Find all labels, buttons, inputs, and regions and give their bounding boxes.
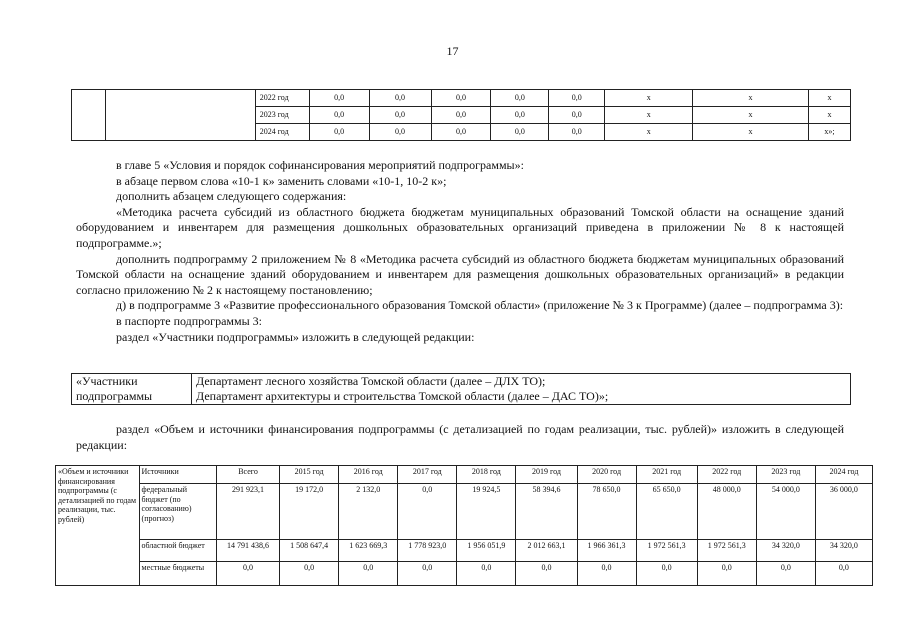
table-header-row xyxy=(56,466,873,484)
header-cell: 2017 год xyxy=(398,466,457,484)
participants-label-line: подпрограммы xyxy=(76,389,153,403)
paragraph: раздел «Участники подпрограммы» изложить в следующей редакции: xyxy=(116,329,475,344)
value-cell: 1 508 647,4 xyxy=(280,540,339,562)
paragraph: дополнить абзацем следующего содержания: xyxy=(116,189,347,204)
financing-row-label: «Объем и источники финансирования подпрограммы (с детализацией по годам реализации, тыс. рублей) xyxy=(56,466,140,586)
value-cell: 1 972 561,3 xyxy=(697,540,756,562)
value-cell: 48 000,0 xyxy=(697,484,756,540)
paragraph: д) в подпрограмме 3 «Развитие профессионального образования Томской области» (приложение № 3 к Программе) (далее – подпрограмма 3): xyxy=(116,298,844,313)
table-row xyxy=(56,484,873,540)
value-cell: 0,0 xyxy=(457,562,516,586)
value-cell: 1 778 923,0 xyxy=(398,540,457,562)
page-number: 17 xyxy=(446,44,459,58)
participants-table xyxy=(71,373,851,405)
value-cell: х xyxy=(605,90,693,107)
table-row xyxy=(56,562,873,586)
value-cell: 36 000,0 xyxy=(815,484,872,540)
value-cell: 0,0 xyxy=(431,124,491,141)
header-cell: 2015 год xyxy=(280,466,339,484)
financing-table xyxy=(55,465,873,586)
value-cell: 78 650,0 xyxy=(577,484,636,540)
header-cell: 2023 год xyxy=(756,466,815,484)
value-cell: х xyxy=(605,124,693,141)
value-cell: 0,0 xyxy=(636,562,697,586)
header-cell: 2024 год xyxy=(815,466,872,484)
header-cell: 2016 год xyxy=(339,466,398,484)
value-cell: 0,0 xyxy=(309,107,369,124)
paragraph: дополнить подпрограмму 2 приложением № 8 «Методика расчета субсидий из областного бюджета бюджетам муниципальных образований Томской области на оснащение зданий оборудованием и инвентарем для размещения дошкольных образовательных организаций» в редакции согласно приложению № 2 к настоящему постановлению; xyxy=(76,251,844,297)
paragraph: в главе 5 «Условия и порядок софинансирования мероприятий подпрограммы»: xyxy=(116,158,524,172)
value-cell: 0,0 xyxy=(577,562,636,586)
paragraph: «Методика расчета субсидий из областного бюджета бюджетам муниципальных образований Томской области на оснащение зданий оборудованием и инвентарем для размещения дошкольных образовательных организаций приведена в приложении № 8 к настоящей подпрограмме.»; xyxy=(76,204,844,250)
value-cell: 0,0 xyxy=(309,124,369,141)
value-cell: 0,0 xyxy=(431,90,491,107)
participant-entry: Департамент архитектуры и строительства Томской области (далее – ДАС ТО)»; xyxy=(196,389,609,403)
value-cell: х xyxy=(808,90,850,107)
value-cell: 1 956 051,9 xyxy=(457,540,516,562)
participants-value-cell xyxy=(192,374,851,405)
table-row xyxy=(72,374,851,405)
value-cell: 2 132,0 xyxy=(339,484,398,540)
table-row xyxy=(72,90,851,107)
header-cell: 2021 год xyxy=(636,466,697,484)
header-cell: 2020 год xyxy=(577,466,636,484)
year-cell: 2024 год xyxy=(255,124,309,141)
value-cell: 1 972 561,3 xyxy=(636,540,697,562)
value-cell: 1 623 669,3 xyxy=(339,540,398,562)
value-cell: 0,0 xyxy=(491,90,549,107)
value-cell: 54 000,0 xyxy=(756,484,815,540)
source-cell: федеральный бюджет (по согласованию) (прогноз) xyxy=(139,484,216,540)
value-cell: 0,0 xyxy=(280,562,339,586)
empty-cell xyxy=(72,90,106,141)
source-cell: местные бюджеты xyxy=(139,562,216,586)
header-cell: 2019 год xyxy=(516,466,577,484)
value-cell: 14 791 438,6 xyxy=(216,540,279,562)
participants-label-line: «Участники xyxy=(76,374,138,388)
value-cell: 0,0 xyxy=(339,562,398,586)
participants-label-cell xyxy=(72,374,192,405)
value-cell: 0,0 xyxy=(756,562,815,586)
header-cell: 2022 год xyxy=(697,466,756,484)
value-cell: 0,0 xyxy=(549,90,605,107)
value-cell: 0,0 xyxy=(309,90,369,107)
value-cell: 19 924,5 xyxy=(457,484,516,540)
empty-cell xyxy=(105,90,255,141)
value-cell: 19 172,0 xyxy=(280,484,339,540)
header-cell: 2018 год xyxy=(457,466,516,484)
year-cell: 2023 год xyxy=(255,107,309,124)
value-cell: х xyxy=(808,107,850,124)
value-cell: 2 012 663,1 xyxy=(516,540,577,562)
value-cell: 0,0 xyxy=(398,484,457,540)
value-cell: 291 923,1 xyxy=(216,484,279,540)
value-cell: 0,0 xyxy=(369,107,431,124)
paragraph: в паспорте подпрограммы 3: xyxy=(116,313,263,328)
value-cell: 34 320,0 xyxy=(756,540,815,562)
paragraph: раздел «Объем и источники финансирования подпрограммы (с детализацией по годам реализации, тыс. рублей)» изложить в следующей редакции: xyxy=(76,422,844,452)
value-cell: 0,0 xyxy=(549,107,605,124)
source-cell: областной бюджет xyxy=(139,540,216,562)
value-cell: х xyxy=(693,124,809,141)
body-text-block xyxy=(76,422,844,453)
table-row xyxy=(56,540,873,562)
value-cell: 0,0 xyxy=(516,562,577,586)
value-cell: 0,0 xyxy=(697,562,756,586)
value-cell: 1 966 361,3 xyxy=(577,540,636,562)
body-text-block xyxy=(76,158,844,345)
value-cell: х xyxy=(693,107,809,124)
value-cell: х xyxy=(693,90,809,107)
value-cell: 58 394,6 xyxy=(516,484,577,540)
value-cell: 0,0 xyxy=(216,562,279,586)
value-cell: 0,0 xyxy=(398,562,457,586)
value-cell: 0,0 xyxy=(491,124,549,141)
value-cell: х xyxy=(605,107,693,124)
value-cell: 0,0 xyxy=(431,107,491,124)
value-cell: 0,0 xyxy=(815,562,872,586)
participant-entry: Департамент лесного хозяйства Томской области (далее – ДЛХ ТО); xyxy=(196,374,546,388)
header-cell: Источники xyxy=(139,466,216,484)
value-cell: х»; xyxy=(808,124,850,141)
year-cell: 2022 год xyxy=(255,90,309,107)
value-cell: 0,0 xyxy=(549,124,605,141)
budget-continuation-table xyxy=(71,89,851,141)
value-cell: 34 320,0 xyxy=(815,540,872,562)
value-cell: 0,0 xyxy=(369,90,431,107)
header-cell: Всего xyxy=(216,466,279,484)
value-cell: 65 650,0 xyxy=(636,484,697,540)
value-cell: 0,0 xyxy=(491,107,549,124)
value-cell: 0,0 xyxy=(369,124,431,141)
paragraph: в абзаце первом слова «10-1 к» заменить словами «10-1, 10-2 к»; xyxy=(116,173,447,188)
